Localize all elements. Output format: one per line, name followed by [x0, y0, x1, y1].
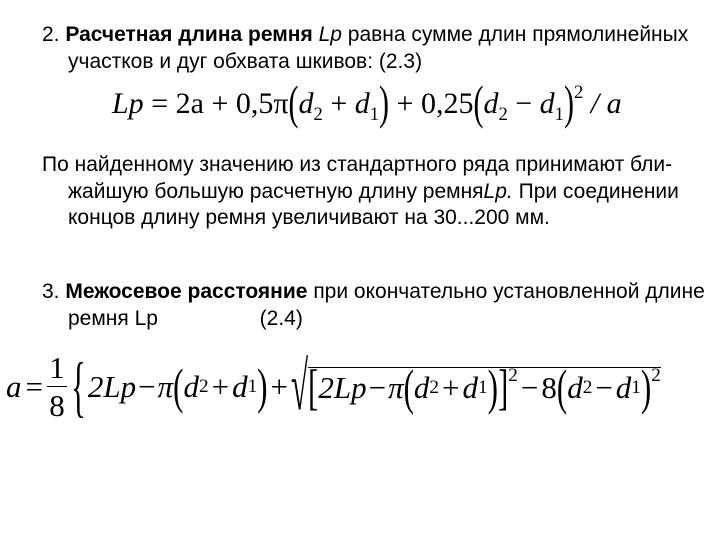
f23-d2: d: [298, 87, 314, 120]
f24-square2: 2: [651, 365, 661, 386]
f24-square1: 2: [508, 365, 518, 386]
f23-paren-close-1: ): [379, 76, 390, 130]
f24-d2: d: [183, 368, 199, 404]
f24-plus1: +: [211, 368, 230, 404]
f24-num: 1: [49, 350, 65, 385]
f24-sub2c: 2: [582, 377, 593, 398]
f23-plus1: +: [211, 87, 229, 120]
f23-term2: 0,5π: [235, 87, 289, 120]
f24-paren-open-2: (: [403, 359, 414, 416]
f24-sub1b: 1: [478, 377, 488, 398]
f24-sub1c: 1: [631, 377, 641, 398]
f24-den: 8: [49, 388, 65, 423]
f24-lhs: a: [6, 368, 22, 404]
f23-square: 2: [573, 82, 584, 103]
f24-minus2: −: [368, 370, 387, 405]
f23-sub2: 2: [313, 104, 323, 125]
paragraph-symbol: Lp.: [483, 179, 513, 203]
f24-d2c: d: [567, 370, 583, 405]
item-3-term: Межосевое расстояние: [65, 280, 308, 303]
f24-d1: d: [232, 368, 248, 404]
f24-plus2: +: [270, 368, 288, 404]
paragraph-rest: При соединении концов длину ремня увеличивают на 30...200 мм.: [68, 179, 679, 230]
f24-fraction: [47, 352, 67, 421]
f23-lhs: Lp: [112, 87, 144, 120]
f24-plus3: +: [442, 370, 460, 405]
f23-sub1: 1: [369, 104, 380, 125]
formula-2-3: [112, 76, 622, 130]
f23-div: / a: [590, 87, 622, 120]
item-3-text: при окончательно установленной длине ремня Lp: [68, 280, 705, 330]
f23-paren-close-2: ): [563, 76, 574, 130]
f23-plus2: +: [330, 87, 348, 120]
item-3: [42, 279, 720, 332]
f24-paren-open-1: (: [173, 357, 184, 414]
f24-lp2: 2Lp: [318, 370, 367, 405]
f24-paren-open-3: (: [556, 359, 568, 416]
f24-minus4: −: [595, 370, 613, 405]
f23-term1: 2a: [175, 87, 204, 120]
f24-minus1: −: [138, 368, 156, 404]
f23-d1b: d: [539, 87, 555, 120]
f23-sub2b: 2: [498, 104, 508, 125]
item-3-number: 3.: [42, 280, 60, 303]
f24-d1c: d: [615, 370, 632, 405]
f24-paren-close-1: ): [257, 357, 268, 414]
formula-2-4: [6, 346, 661, 424]
f23-paren-open-2: (: [473, 76, 484, 130]
f23-paren-open-1: (: [288, 76, 299, 130]
f24-sub1: 1: [247, 375, 258, 397]
item-2-symbol: Lp: [318, 23, 342, 46]
f24-sub2: 2: [198, 375, 209, 397]
f24-bracket-close: ]: [497, 359, 509, 416]
item-2: [42, 22, 720, 75]
f24-paren-close-2: ): [487, 359, 498, 416]
f24-pi2: π: [388, 370, 404, 405]
f24-frac-line: [47, 386, 67, 387]
f23-minus: −: [515, 87, 533, 120]
f24-minus3: −: [520, 370, 539, 405]
item-2-term: Расчетная длина ремня: [65, 23, 313, 46]
f24-pi: π: [157, 368, 174, 404]
f24-eq: =: [25, 368, 43, 404]
f24-d1b: d: [462, 370, 479, 405]
f23-d2b: d: [483, 87, 499, 120]
f24-paren-close-3: ): [640, 359, 652, 416]
item-2-number: 2.: [42, 23, 60, 46]
item-2-text: равна сумме длин прямолинейных участков и дуг обхвата шкивов: (2.3): [68, 23, 689, 73]
f24-lp: 2Lp: [87, 368, 137, 404]
paragraph: [42, 152, 720, 232]
f23-eq: =: [151, 87, 169, 120]
f24-radicand: [308, 359, 661, 416]
f23-term3: 0,25: [420, 87, 474, 120]
item-3-ref: (2.4): [259, 306, 303, 330]
f24-sub2b: 2: [429, 377, 440, 398]
f23-sub1b: 1: [554, 104, 564, 125]
f24-d2b: d: [413, 370, 430, 405]
f23-d1: d: [354, 87, 370, 120]
f24-sqrt-sign: √: [290, 346, 308, 424]
f24-brace-open: {: [70, 346, 86, 424]
f23-plus3: +: [396, 87, 414, 120]
paragraph-text: По найденному значению из стандартного ряда принимают бли-жайшую большую расчетную длину ремня: [42, 153, 673, 203]
f24-bracket-open: [: [308, 359, 319, 416]
f24-eight: 8: [541, 370, 557, 405]
